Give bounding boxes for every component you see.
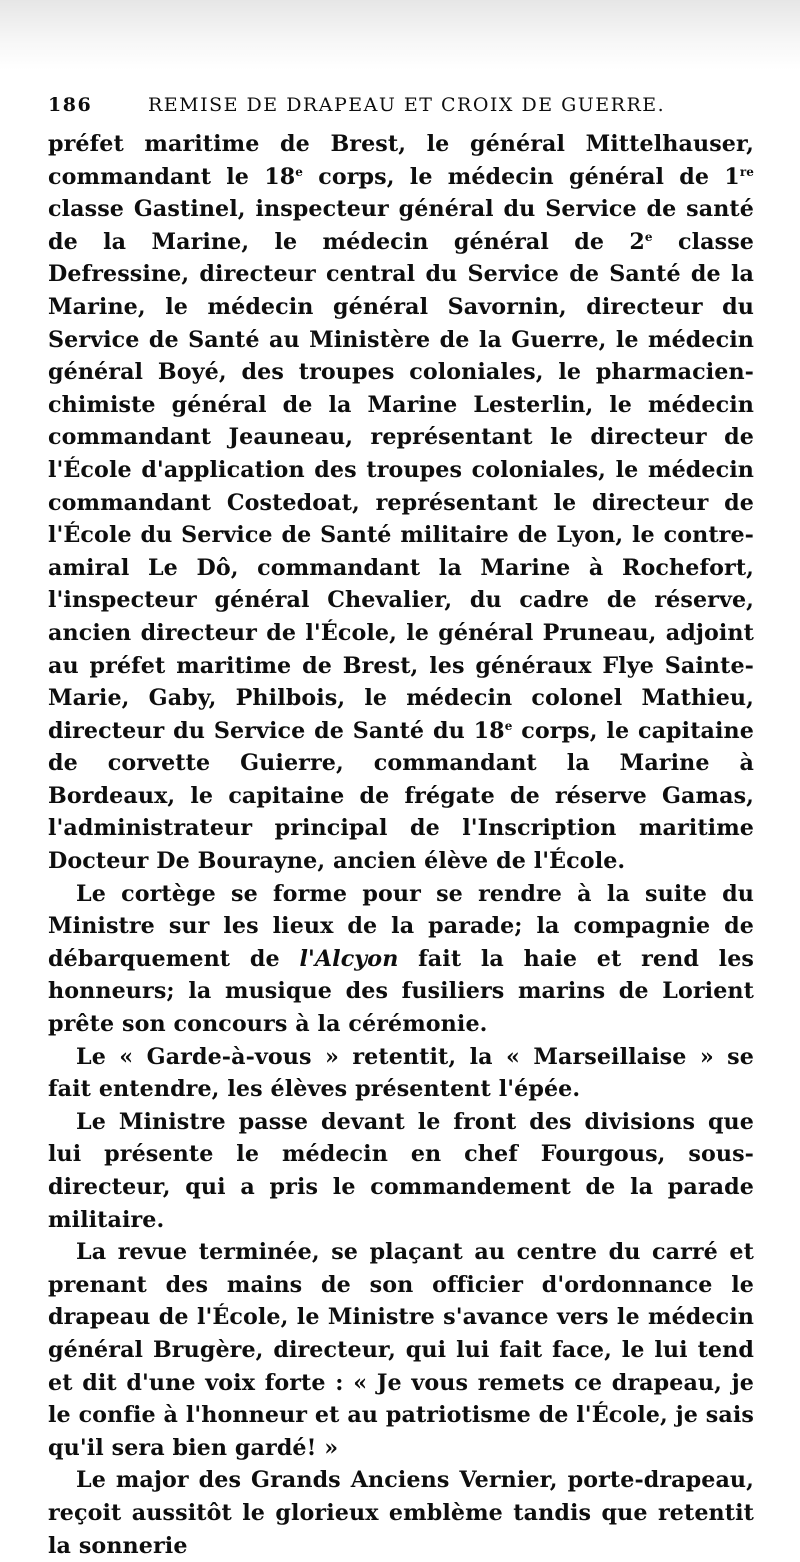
p2-text-c: fait la haie et rend les honneurs; la musique des fusiliers marins de Lorient prête son concours à la cérémonie. <box>48 945 755 1038</box>
paragraph-4: Le Ministre passe devant le front des divisions que lui présente le médecin en chef Fourgous, sous-directeur, qui a pris le commandement de la parade militaire. <box>48 1108 754 1233</box>
running-header <box>48 94 768 124</box>
p1-text-a: préfet maritime de Brest, le général Mittelhauser, commandant le 18 <box>48 131 754 190</box>
p1-text-d: classe Defressine, directeur central du Service de Santé de la Marine, le médecin général Savornin, directeur du Service de Santé au Ministère de la Guerre, le médecin général Boyé, des troupes coloniales, le pharmacien-chimiste général de la Marine Lesterlin, le médecin commandant Jeauneau, représentant le directeur de l'École d'application des troupes coloniales, le médecin commandant Costedoat, représentant le directeur de l'École du Service de Santé militaire de Lyon, le contre-amiral Le Dô, commandant la Marine à Rochefort, l'inspecteur général Chevalier, du cadre de réserve, ancien directeur de l'École, le général Pruneau, adjoint au préfet maritime de Brest, les généraux Flye Sainte-Marie, Gaby, Philbois, le médecin colonel Mathieu, directeur du Service de Santé du 18 <box>48 228 754 744</box>
paragraph-6: Le major des Grands Anciens Vernier, porte-drapeau, reçoit aussitôt le glorieux emblème tandis que retentit la sonnerie <box>48 1467 754 1559</box>
page-number: 186 <box>48 94 93 116</box>
running-title: REMISE DE DRAPEAU ET CROIX DE GUERRE. <box>148 94 666 116</box>
paragraph-3: Le « Garde-à-vous » retentit, la « Marseillaise » se fait entendre, les élèves présentent l'épée. <box>48 1043 754 1103</box>
p1-text-e: corps, le capitaine de corvette Guierre, commandant la Marine à Bordeaux, le capitaine de frégate de réserve Gamas, l'administrateur principal de l'Inscription maritime Docteur De Bourayne, ancien élève de l'École. <box>48 717 754 875</box>
p1-text-c: classe Gastinel, inspecteur général du Service de santé de la Marine, le médecin général de 2 <box>48 196 754 255</box>
scanned-page-edge <box>0 0 800 70</box>
p1-superscript-b: re <box>739 164 754 179</box>
paragraph-2 <box>48 878 754 1041</box>
body-text <box>48 128 754 1562</box>
p1-superscript-c: e <box>644 229 653 244</box>
paragraph-1 <box>48 128 754 878</box>
p1-superscript-a: e <box>295 164 304 179</box>
paragraph-5: La revue terminée, se plaçant au centre du carré et prenant des mains de son officier d'ordonnance le drapeau de l'École, le Ministre s'avance vers le médecin général Brugère, directeur, qui lui fait face, le lui tend et dit d'une voix forte : « Je vous remets ce drapeau, je le confie à l'honneur et au patriotisme de l'École, je sais qu'il sera bien gardé! » <box>48 1239 754 1461</box>
p1-superscript-d: e <box>504 718 513 733</box>
p2-ship-name: l'Alcyon <box>299 945 399 972</box>
p1-text-b: corps, le médecin général de 1 <box>303 163 740 190</box>
p2-text-a: Le cortège se forme pour se rendre à la suite du Ministre sur les lieux de la parade; la compagnie de débarquement de <box>48 880 754 972</box>
